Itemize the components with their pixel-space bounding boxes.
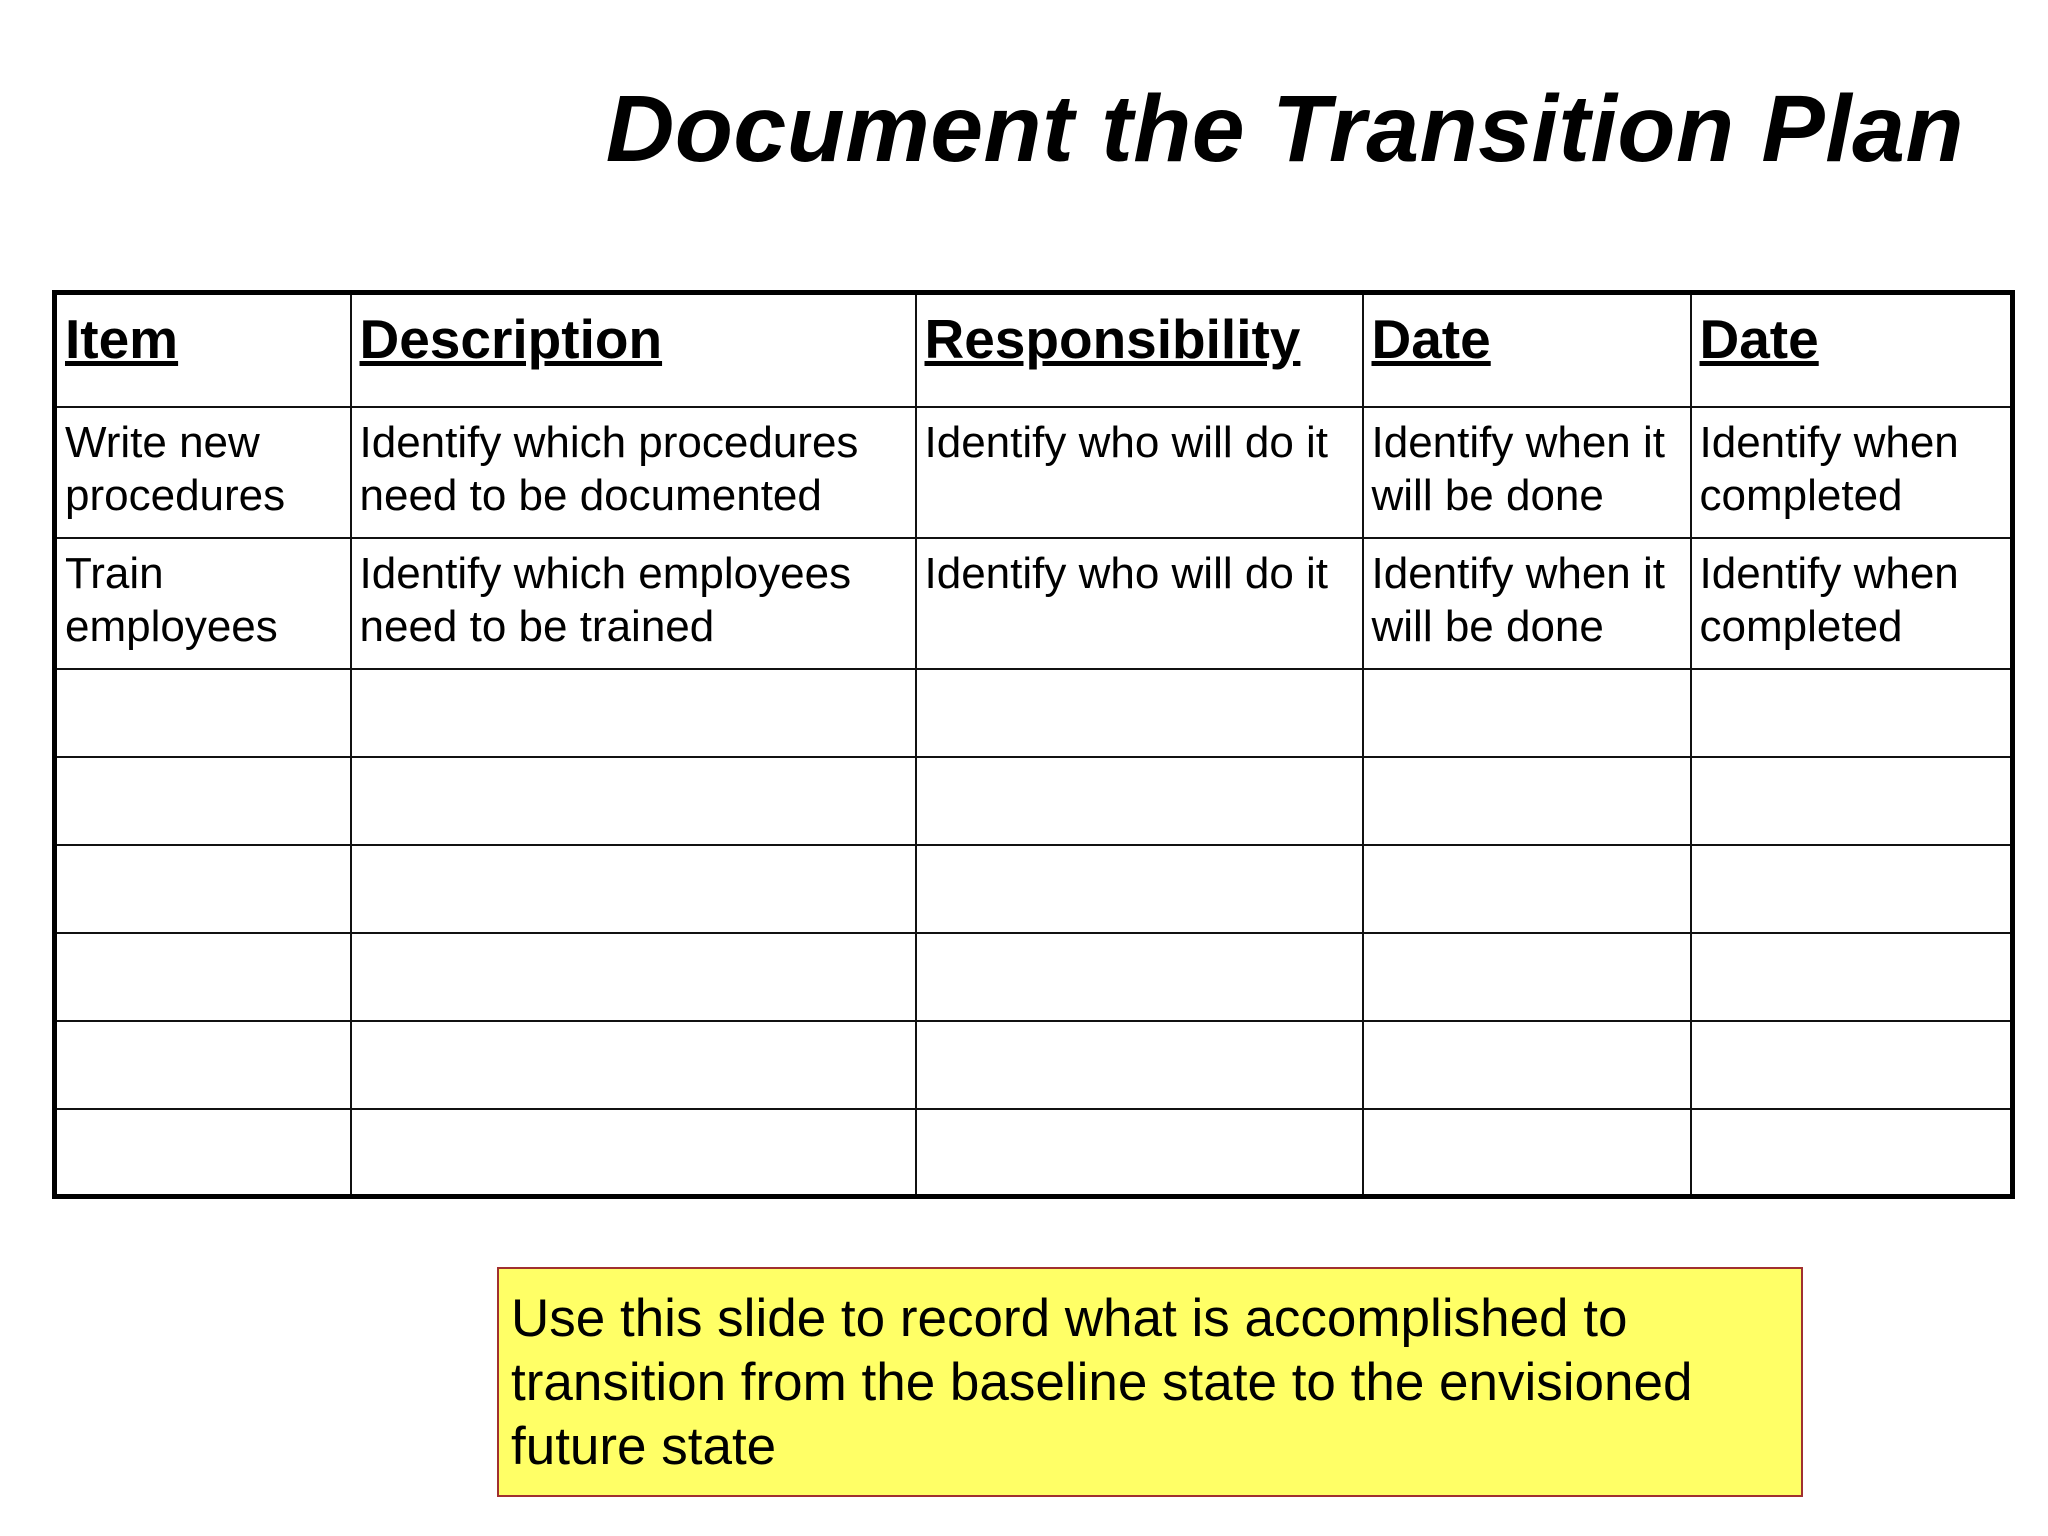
cell-item bbox=[55, 1021, 351, 1109]
cell-item bbox=[55, 845, 351, 933]
cell-responsibility bbox=[916, 845, 1363, 933]
table-row-empty bbox=[55, 1109, 2013, 1197]
transition-plan-table bbox=[52, 290, 2015, 1199]
cell-description bbox=[351, 1109, 916, 1197]
cell-item bbox=[55, 933, 351, 1021]
cell-responsibility: Identify who will do it bbox=[916, 538, 1363, 669]
header-description: Description bbox=[351, 293, 916, 407]
cell-description bbox=[351, 669, 916, 757]
cell-date-completed bbox=[1691, 933, 2013, 1021]
table-row-empty bbox=[55, 933, 2013, 1021]
cell-date-completed bbox=[1691, 757, 2013, 845]
cell-description bbox=[351, 845, 916, 933]
instruction-note bbox=[497, 1267, 1803, 1497]
cell-responsibility bbox=[916, 1021, 1363, 1109]
instruction-note-text: Use this slide to record what is accomplished to transition from the baseline state to the envisioned future state bbox=[511, 1289, 1693, 1476]
table-row-empty bbox=[55, 845, 2013, 933]
cell-item bbox=[55, 1109, 351, 1197]
cell-date bbox=[1363, 757, 1691, 845]
cell-date bbox=[1363, 933, 1691, 1021]
table-row bbox=[55, 538, 2013, 669]
cell-responsibility bbox=[916, 757, 1363, 845]
cell-responsibility bbox=[916, 669, 1363, 757]
cell-description bbox=[351, 1021, 916, 1109]
table-row-empty bbox=[55, 757, 2013, 845]
cell-date-completed: Identify when completed bbox=[1691, 538, 2013, 669]
cell-date-completed bbox=[1691, 669, 2013, 757]
table-row-empty bbox=[55, 669, 2013, 757]
slide-title: Document the Transition Plan bbox=[605, 76, 1964, 182]
cell-responsibility: Identify who will do it bbox=[916, 407, 1363, 538]
cell-date-completed bbox=[1691, 845, 2013, 933]
cell-description: Identify which employees need to be trained bbox=[351, 538, 916, 669]
cell-date-completed bbox=[1691, 1021, 2013, 1109]
cell-description bbox=[351, 757, 916, 845]
table-row bbox=[55, 407, 2013, 538]
cell-description: Identify which procedures need to be documented bbox=[351, 407, 916, 538]
cell-item: Write new procedures bbox=[55, 407, 351, 538]
header-date: Date bbox=[1363, 293, 1691, 407]
cell-date bbox=[1363, 669, 1691, 757]
cell-description bbox=[351, 933, 916, 1021]
table-row-empty bbox=[55, 1021, 2013, 1109]
cell-date bbox=[1363, 1109, 1691, 1197]
cell-date bbox=[1363, 845, 1691, 933]
cell-responsibility bbox=[916, 1109, 1363, 1197]
cell-responsibility bbox=[916, 933, 1363, 1021]
cell-item bbox=[55, 669, 351, 757]
cell-item bbox=[55, 757, 351, 845]
cell-item: Train employees bbox=[55, 538, 351, 669]
header-item: Item bbox=[55, 293, 351, 407]
cell-date bbox=[1363, 1021, 1691, 1109]
header-responsibility: Responsibility bbox=[916, 293, 1363, 407]
cell-date-completed: Identify when completed bbox=[1691, 407, 2013, 538]
cell-date: Identify when it will be done bbox=[1363, 407, 1691, 538]
cell-date-completed bbox=[1691, 1109, 2013, 1197]
header-date-completed: Date bbox=[1691, 293, 2013, 407]
table-header-row bbox=[55, 293, 2013, 407]
cell-date: Identify when it will be done bbox=[1363, 538, 1691, 669]
